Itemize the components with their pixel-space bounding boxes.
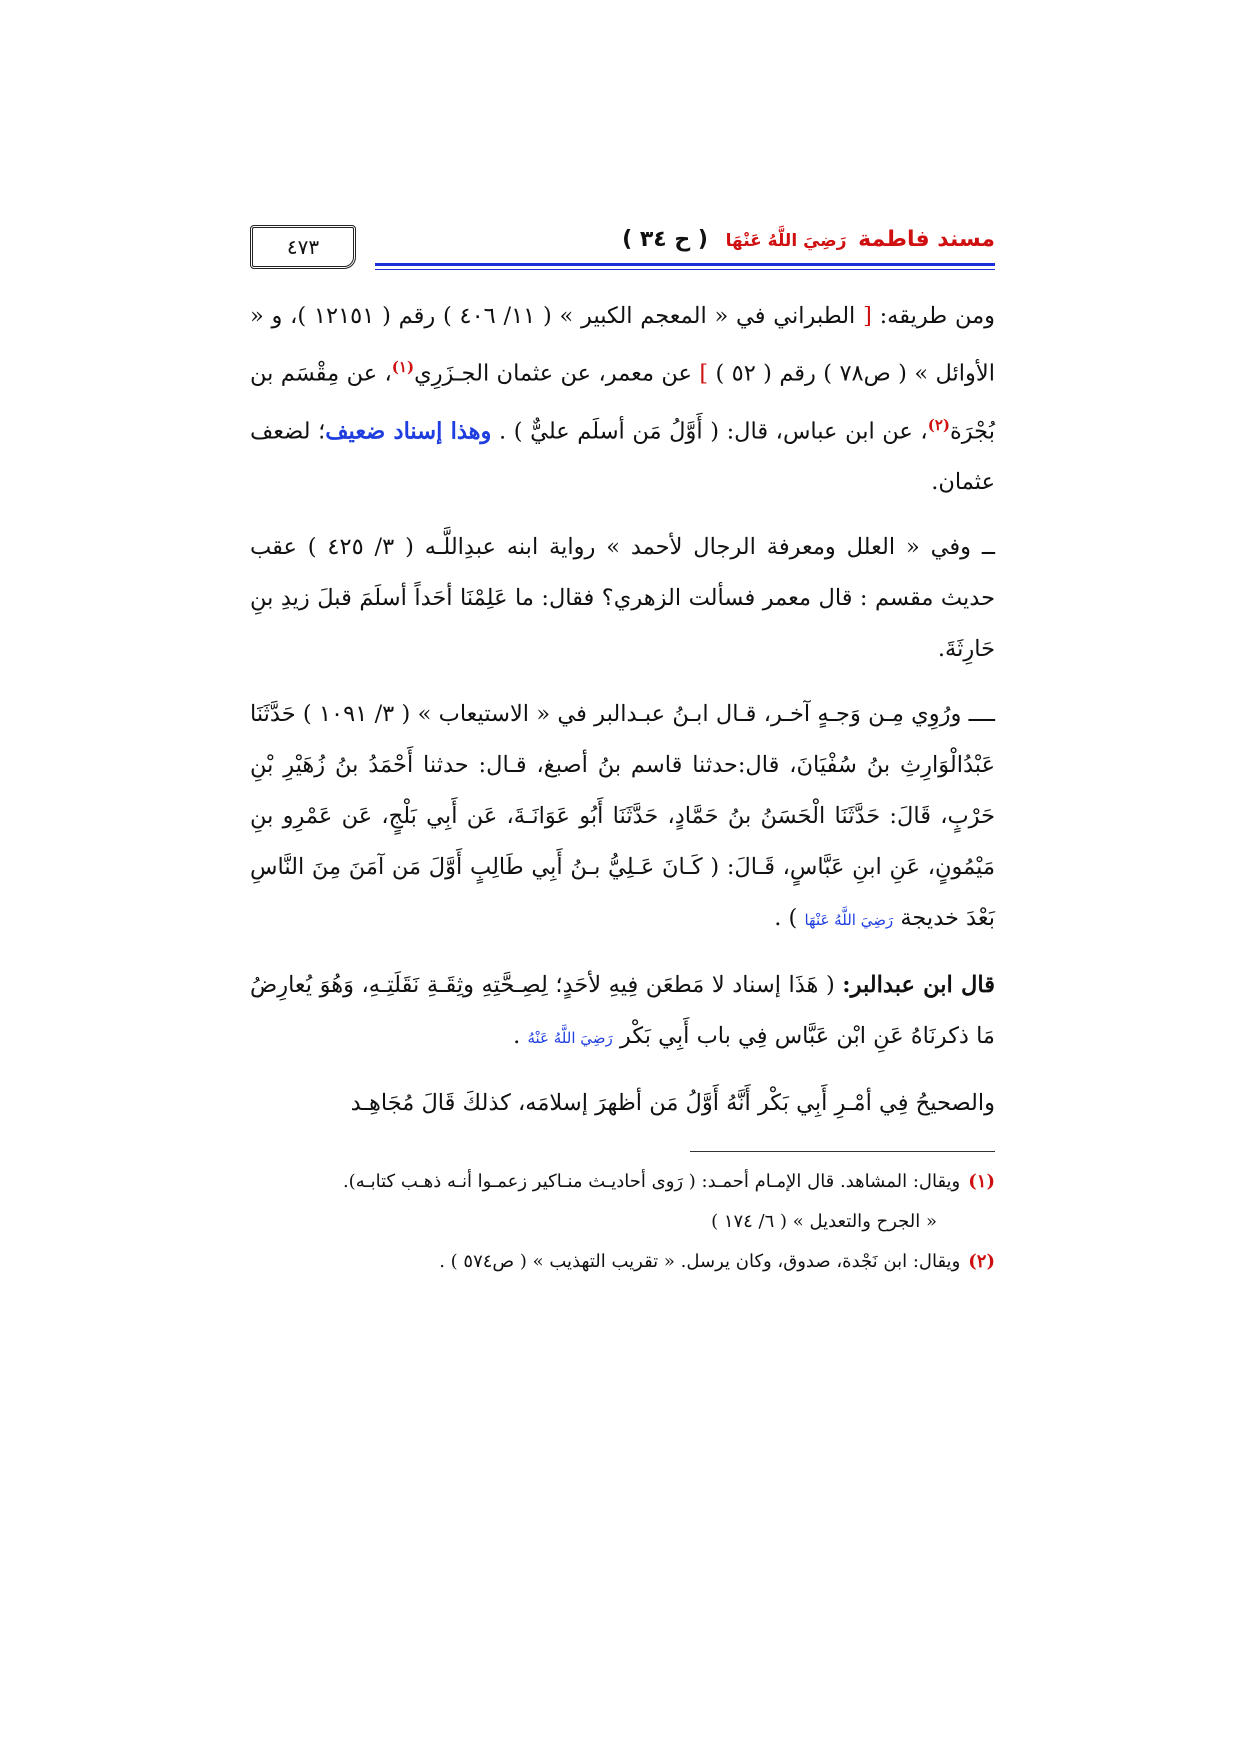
text: ؛ لضعف عثمان.: [250, 418, 995, 495]
bracket-open: [: [863, 303, 872, 329]
honorific-inline: رَضِيَ اللَّهُ عَنْهَا: [804, 911, 894, 929]
honorific: رَضِيَ اللَّهُ عَنْهَا: [725, 231, 847, 251]
header-title: [622, 227, 995, 252]
footnote-text: ويقال: المشاهد. قال الإمـام أحمـد: ( رَوى أحاديـث منـاكير زعمـوا أنـه ذهـب كتابـه).: [342, 1171, 961, 1192]
paragraph-2: ــ وفي « العلل ومعرفة الرجال لأحمد » رواية ابنه عبدِاللَّـه ( ٣/ ٤٢٥ ) عقب حديث مقسم : قال معمر فسألت الزهري؟ فقال: ما عَلِمْنَا أحَداً أسلَمَ قبلَ زيدِ بنِ حَارِثَةَ.: [250, 534, 996, 662]
footnote-1: [250, 1162, 995, 1202]
footnote-number: (٢): [968, 1251, 995, 1272]
footnotes: [250, 1162, 995, 1282]
bracket-close: ]: [699, 360, 709, 387]
footnote-text: ويقال: ابن نَجْدة، صدوق، وكان يرسل. « تقريب التهذيب » ( ص٥٧٤ ) .: [439, 1251, 961, 1272]
page-number: ٤٧٣: [250, 225, 356, 269]
footnote-1-continuation: « الجرح والتعديل » ( ٦/ ١٧٤ ): [711, 1211, 937, 1232]
page-header: [250, 225, 995, 273]
text: ( هَذَا إسناد لا مَطعَن فِيهِ لأحَدٍ؛ لِصِـحَّتِهِ وثِقَـةِ نَقَلَتِـهِ، وَهُوَ يُعارِضُ مَا ذكرنَاهُ عَنِ ابْن عَبَّاس فِي باب أَبِي بَكْر: [250, 972, 995, 1049]
footnote-ref-2[interactable]: (٢): [927, 415, 950, 434]
footnote-rule: [690, 1151, 995, 1152]
footnote-number: (١): [968, 1171, 995, 1192]
text: ، عن مِقْسَم بن بُجْرَة: [250, 360, 995, 444]
honorific-inline: رَضِيَ اللَّهُ عَنْهُ: [527, 1029, 613, 1047]
footnote-2: [250, 1242, 995, 1282]
text: ) .: [774, 905, 805, 931]
text: .: [513, 1023, 528, 1049]
hadith-reference: ( ح ٣٤ ): [622, 227, 708, 252]
text: عن معمر، عن عثمان الجـزَرِي: [414, 360, 700, 387]
book-title: مسند فاطمة: [858, 227, 995, 252]
text: ــــ ورُوِي مِـن وَجـهٍ آخـر، قـال ابـنُ عبـدالبر في « الاستيعاب » ( ٣/ ١٠٩١ ) حَدَّثَنَا عَبْدُالْوَارِثِ بنُ سُفْيَانَ، قال:حدثنا قاسم بنُ أصبغ، قـال: حدثنا أَحْمَدُ بنُ زُهَيْرِ بْنِ حَرْبٍ، قَالَ: حَدَّثَنَا الْحَسَنُ بنُ حَمَّادٍ، حَدَّثَنَا أَبُو عَوَانَـةَ، عَن أَبِي بَلْجٍ، عَن عَمْرِو بنِ مَيْمُونٍ، عَنِ ابنِ عَبَّاسٍ، قَـالَ: ( كَـانَ عَـلِيُّ بـنُ أَبِي طَالِبٍ أَوَّلَ مَن آمَنَ مِنَ النَّاسِ بَعْدَ خديجة: [250, 701, 995, 931]
header-rule: [375, 263, 995, 266]
document-page: [250, 225, 995, 1282]
paragraph-1: [250, 291, 995, 508]
text: الطبراني في « المعجم الكبير » ( ١١/ ٤٠٦ ) رقم ( ١٢١٥١ )، و « الأوائل » ( ص٧٨ ) رقم ( ٥٢ ): [250, 303, 995, 387]
grading-highlight: وهذا إسناد ضعيف: [325, 418, 492, 444]
text: ، عن ابن عباس، قال: ( أَوَّلُ مَن أسلَم عليٌّ ) .: [491, 418, 928, 444]
speaker-label: قال ابن عبدالبر:: [842, 972, 995, 998]
footnote-ref-1[interactable]: (١): [391, 358, 415, 376]
body-text: [250, 291, 995, 1129]
paragraph-5: والصحيحُ فِي أمْـرِ أَبِي بَكْر أَنَّهُ أَوَّلُ مَن أظهرَ إسلامَه، كذلكَ قَالَ مُجَاهِـد: [350, 1090, 995, 1116]
text: ومن طريقه:: [871, 303, 995, 329]
paragraph-4: [250, 960, 995, 1064]
paragraph-3: [250, 689, 995, 946]
header-rule-thin: [375, 269, 995, 270]
